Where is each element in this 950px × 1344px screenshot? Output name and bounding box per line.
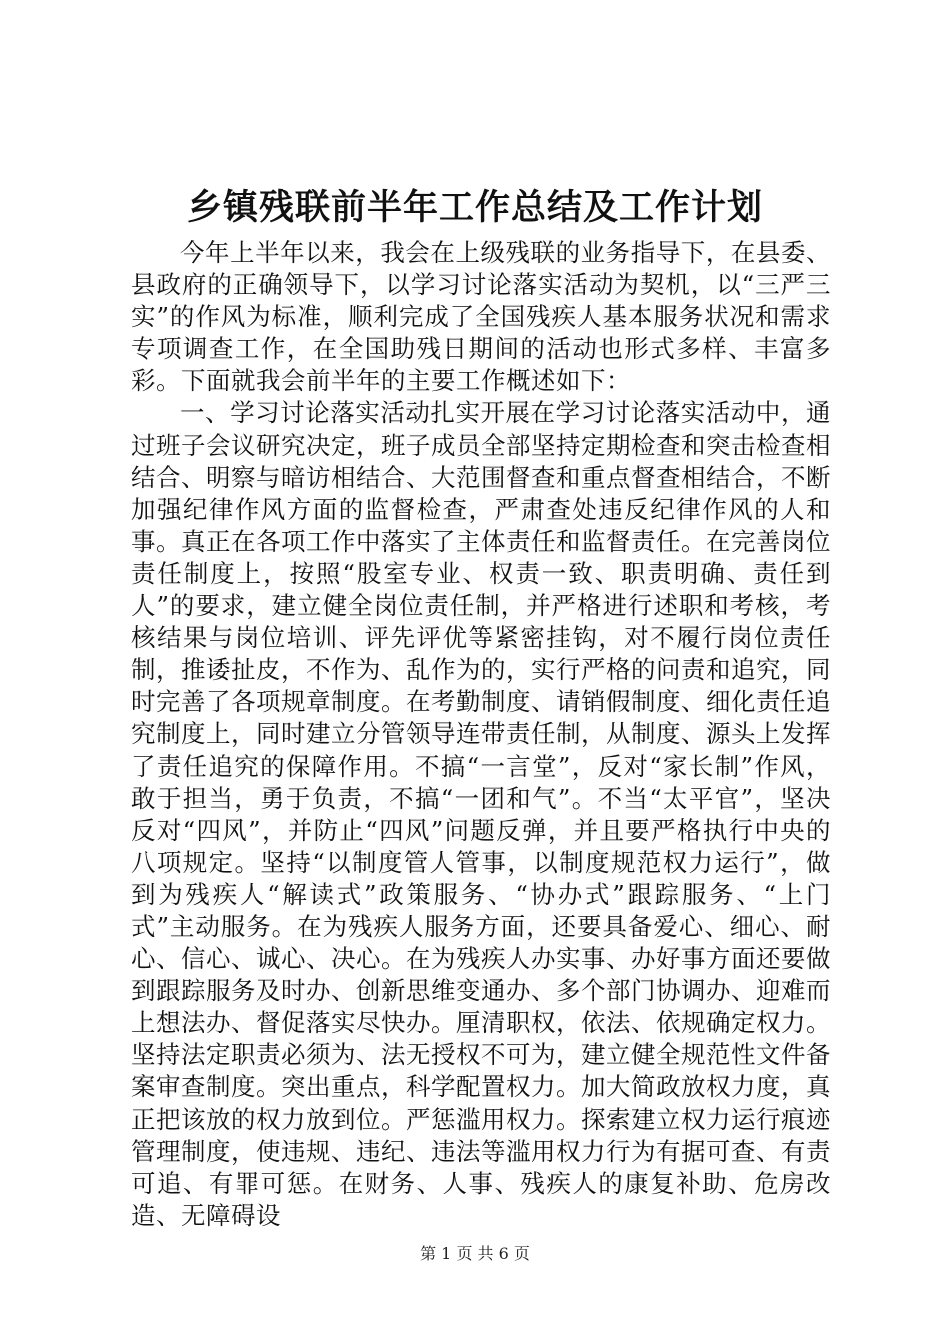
document-title: 乡镇残联前半年工作总结及工作计划 xyxy=(186,187,763,228)
document-body xyxy=(131,237,831,1232)
paragraph-intro: 今年上半年以来，我会在上级残联的业务指导下，在县委、县政府的正确领导下，以学习讨论落实活动为契机，以“三严三实”的作风为标准，顺利完成了全国残疾人基本服务状况和需求专项调查工作，在全国助残日期间的活动也形式多样、丰富多彩。下面就我会前半年的主要工作概述如下： xyxy=(131,238,831,396)
paragraph-section-1: 一、学习讨论落实活动扎实开展在学习讨论落实活动中，通过班子会议研究决定，班子成员全部坚持定期检查和突击检查相结合、明察与暗访相结合、大范围督查和重点督查相结合，不断加强纪律作风方面的监督检查，严肃查处违反纪律作风的人和事。真正在各项工作中落实了主体责任和监督责任。在完善岗位责任制度上，按照“股室专业、权责一致、职责明确、责任到人”的要求，建立健全岗位责任制，并严格进行述职和考核，考核结果与岗位培训、评先评优等紧密挂钩，对不履行岗位责任制，推诿扯皮，不作为、乱作为的，实行严格的问责和追究，同时完善了各项规章制度。在考勤制度、请销假制度、细化责任追究制度上，同时建立分管领导连带责任制，从制度、源头上发挥了责任追究的保障作用。不搞“一言堂”，反对“家长制”作风，敢于担当，勇于负责，不搞“一团和气”。不当“太平官”，坚决反对“四风”，并防止“四风”问题反弹，并且要严格执行中央的八项规定。坚持“以制度管人管事，以制度规范权力运行”，做到为残疾人“解读式”政策服务、“协办式”跟踪服务、“上门式”主动服务。在为残疾人服务方面，还要具备爱心、细心、耐心、信心、诚心、决心。在为残疾人办实事、办好事方面还要做到跟踪服务及时办、创新思维变通办、多个部门协调办、迎难而上想法办、督促落实尽快办。厘清职权，依法、依规确定权力。坚持法定职责必须为、法无授权不可为，建立健全规范性文件备案审查制度。突出重点，科学配置权力。加大简政放权力度，真正把该放的权力放到位。严惩滥用权力。探索建立权力运行痕迹管理制度，使违规、违纪、违法等滥用权力行为有据可查、有责可追、有罪可惩。在财务、人事、残疾人的康复补助、危房改造、无障碍设 xyxy=(131,398,831,1230)
page-number-footer: 第 1 页 共 6 页 xyxy=(420,1244,530,1263)
